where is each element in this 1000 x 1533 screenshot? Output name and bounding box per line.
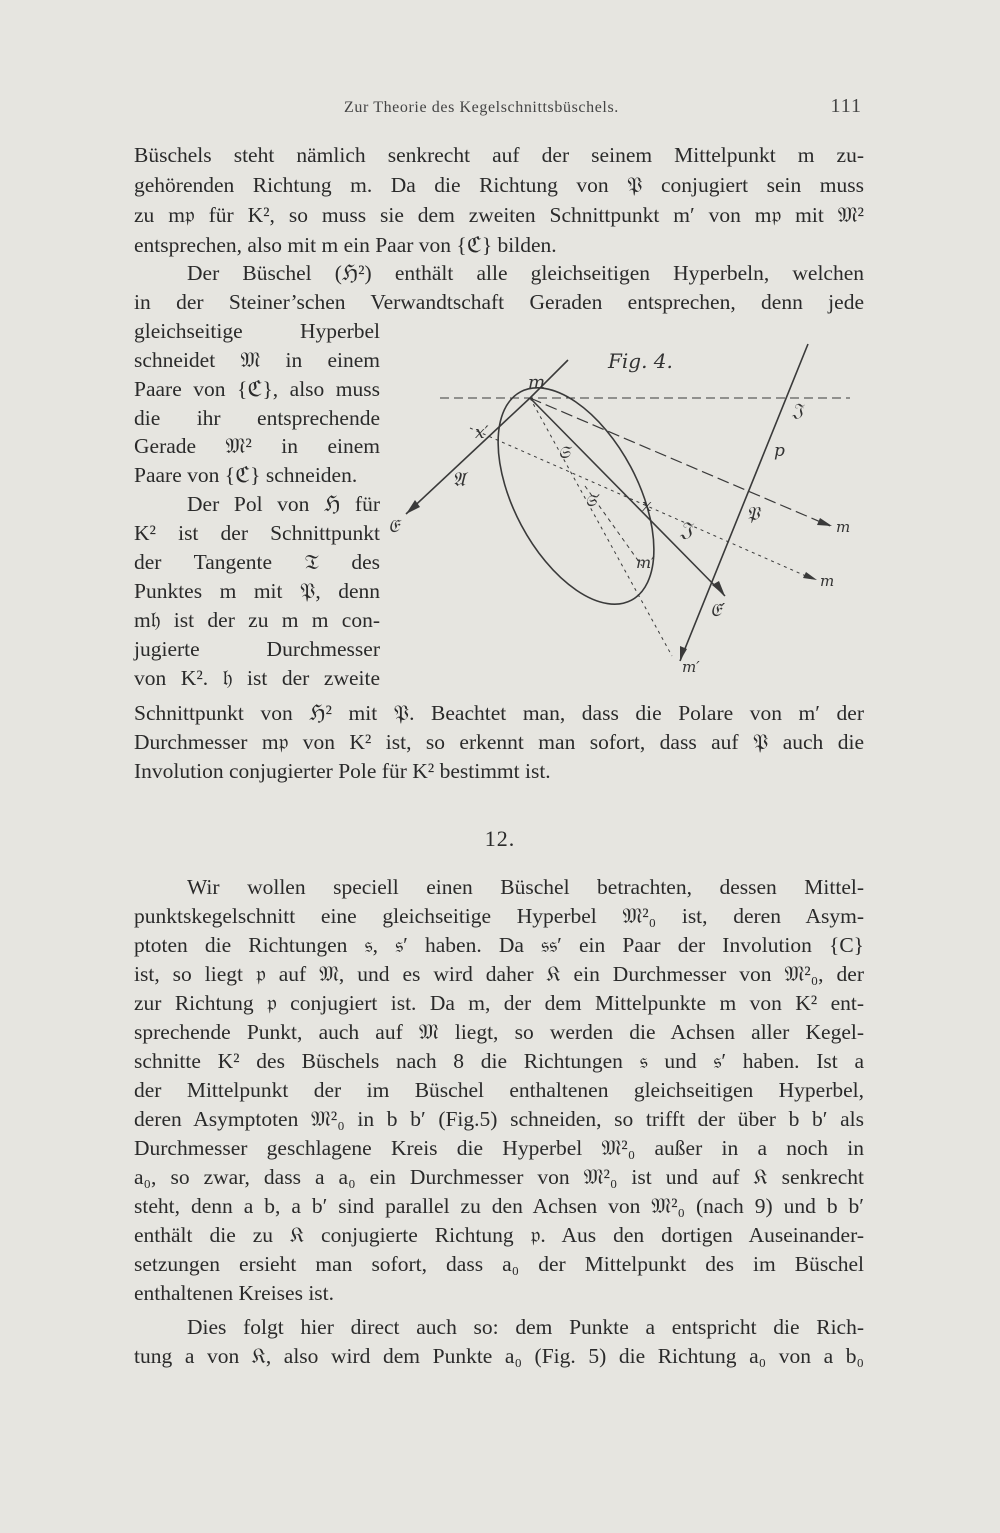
line-e	[406, 398, 530, 514]
text-line: Punktes m mit 𝔓, denn	[134, 579, 380, 603]
label-j-top: 𝔍	[792, 400, 804, 421]
text-line: ist, so liegt 𝔭 auf 𝔐, und es wird daher 𝔎 ein Durchmesser von 𝔐²₀, der	[134, 962, 864, 986]
text-line: Gerade 𝔐² in einem	[134, 434, 380, 458]
page-header	[134, 95, 862, 125]
dashed-line-m	[530, 398, 830, 526]
text-line: schneidet 𝔐 in einem	[134, 348, 380, 372]
text-line: Involution conjugierter Pole für K² bestimmt ist.	[134, 759, 551, 783]
label-arrow-m: m	[836, 518, 851, 536]
text-line: Der Büschel (ℌ²) enthält alle gleichseitigen Hyperbeln, welchen	[187, 261, 864, 285]
text-line: jugierte Durchmesser	[134, 637, 380, 661]
text-line: entsprechen, also mit m ein Paar von {ℭ} bilden.	[134, 233, 557, 257]
label-m: m	[528, 372, 546, 393]
label-p-small: p	[774, 441, 785, 461]
text-line: der Tangente 𝔗 des	[134, 550, 380, 574]
line-p	[680, 344, 808, 661]
text-line: der Mittelpunkt der im Büschel enthaltenen gleichseitigen Hyperbel,	[134, 1078, 864, 1102]
label-m-prime: m′	[636, 553, 655, 572]
text-line: ptoten die Richtungen 𝔰, 𝔰′ haben. Da 𝔰𝔰′ ein Paar der Involution {C}	[134, 933, 864, 957]
text-line: tung a von 𝔎, also wird dem Punkte a₀ (Fig. 5) die Richtung a₀ von a b₀	[134, 1344, 864, 1368]
label-s: 𝔖	[558, 443, 570, 463]
text-line: m𝔥 ist der zu m m con-	[134, 608, 380, 632]
text-line: deren Asymptoten 𝔐²₀ in b b′ (Fig.5) schneiden, so trifft der über b b′ als	[134, 1107, 864, 1131]
figure-caption: Fig. 4.	[608, 349, 673, 373]
text-line: Schnittpunkt von ℌ² mit 𝔓. Beachtet man, dass die Polare von m′ der	[134, 701, 864, 725]
text-line: K² ist der Schnittpunkt	[134, 521, 380, 545]
text-line: zu m𝔭 für K², so muss sie dem zweiten Schnittpunkt m′ von m𝔭 mit 𝔐²	[134, 203, 864, 227]
text-line: gleichseitige Hyperbel	[134, 319, 380, 343]
text-line: Wir wollen speciell einen Büschel betrachten, dessen Mittel-	[187, 875, 864, 899]
text-line: schnitte K² des Büschels nach 8 die Richtungen 𝔰 und 𝔰′ haben. Ist a	[134, 1049, 864, 1073]
label-p-large: 𝔓	[746, 503, 760, 525]
text-line: Der Pol von ℌ für	[187, 492, 380, 516]
figure-4	[380, 336, 860, 686]
text-line: steht, denn a b, a b′ sind parallel zu den Achsen von 𝔐²₀ (nach 9) und b b′	[134, 1194, 864, 1218]
text-line: Durchmesser m𝔭 von K² ist, so erkennt man sofort, dass auf 𝔓 auch die	[134, 730, 864, 754]
label-a: 𝔄	[452, 467, 466, 491]
line-e-prime	[530, 398, 725, 596]
page-number: 111	[830, 95, 862, 117]
text-line: punktskegelschnitt eine gleichseitige Hyperbel 𝔐²₀ ist, deren Asym-	[134, 904, 864, 928]
label-e-prime: 𝔈′	[710, 600, 726, 621]
arrowhead	[817, 518, 832, 526]
text-line: Büschels steht nämlich senkrecht auf der seinem Mittelpunkt m zu-	[134, 143, 864, 167]
dotted-diameter	[530, 398, 672, 656]
text-line: von K². 𝔥 ist der zweite	[134, 666, 380, 690]
figure-4-diagram	[380, 336, 860, 686]
text-line: Paare von {ℭ} schneiden.	[134, 463, 358, 487]
arrowhead	[712, 581, 725, 596]
text-line: Dies folgt hier direct auch so: dem Punkte a entspricht die Rich-	[187, 1315, 864, 1339]
text-line: Paare von {ℭ}, also muss	[134, 377, 380, 401]
text-line: setzungen ersieht man sofort, dass a₀ der Mittelpunkt des im Büschel	[134, 1252, 864, 1276]
text-line: die ihr entsprechende	[134, 406, 380, 430]
label-arrow-m-bottom: m′	[682, 658, 700, 676]
text-line: enthaltenen Kreises ist.	[134, 1281, 335, 1305]
text-line: enthält die zu 𝔎 conjugierte Richtung 𝔭. Aus den dortigen Auseinander-	[134, 1223, 864, 1247]
section-number: 12.	[484, 826, 516, 851]
label-x-prime: x′	[475, 423, 489, 443]
text-line: in der Steiner’schen Verwandtschaft Geraden entsprechen, denn jede	[134, 290, 864, 314]
arrowhead	[803, 572, 817, 580]
ellipse-k2	[466, 363, 686, 630]
label-e: 𝔈	[388, 516, 400, 537]
text-line: sprechende Punkt, auch auf 𝔐 liegt, so werden die Achsen aller Kegel-	[134, 1020, 864, 1044]
label-arrow-m-prime: m	[820, 572, 835, 590]
text-line: a₀, so zwar, dass a a₀ ein Durchmesser von 𝔐²₀ ist und auf 𝔎 senkrecht	[134, 1165, 864, 1189]
label-s-prime: 𝔖′	[585, 491, 600, 510]
label-j: 𝔍	[680, 517, 693, 541]
text-line: gehörenden Richtung m. Da die Richtung von 𝔓 conjugiert sein muss	[134, 173, 864, 197]
text-line: zur Richtung 𝔭 conjugiert ist. Da m, der dem Mittelpunkte m von K² ent-	[134, 991, 864, 1015]
label-x: x	[642, 496, 652, 516]
text-line: Durchmesser geschlagene Kreis die Hyperbel 𝔐²₀ außer in a noch in	[134, 1136, 864, 1160]
running-title: Zur Theorie des Kegelschnittsbüschels.	[344, 99, 619, 116]
